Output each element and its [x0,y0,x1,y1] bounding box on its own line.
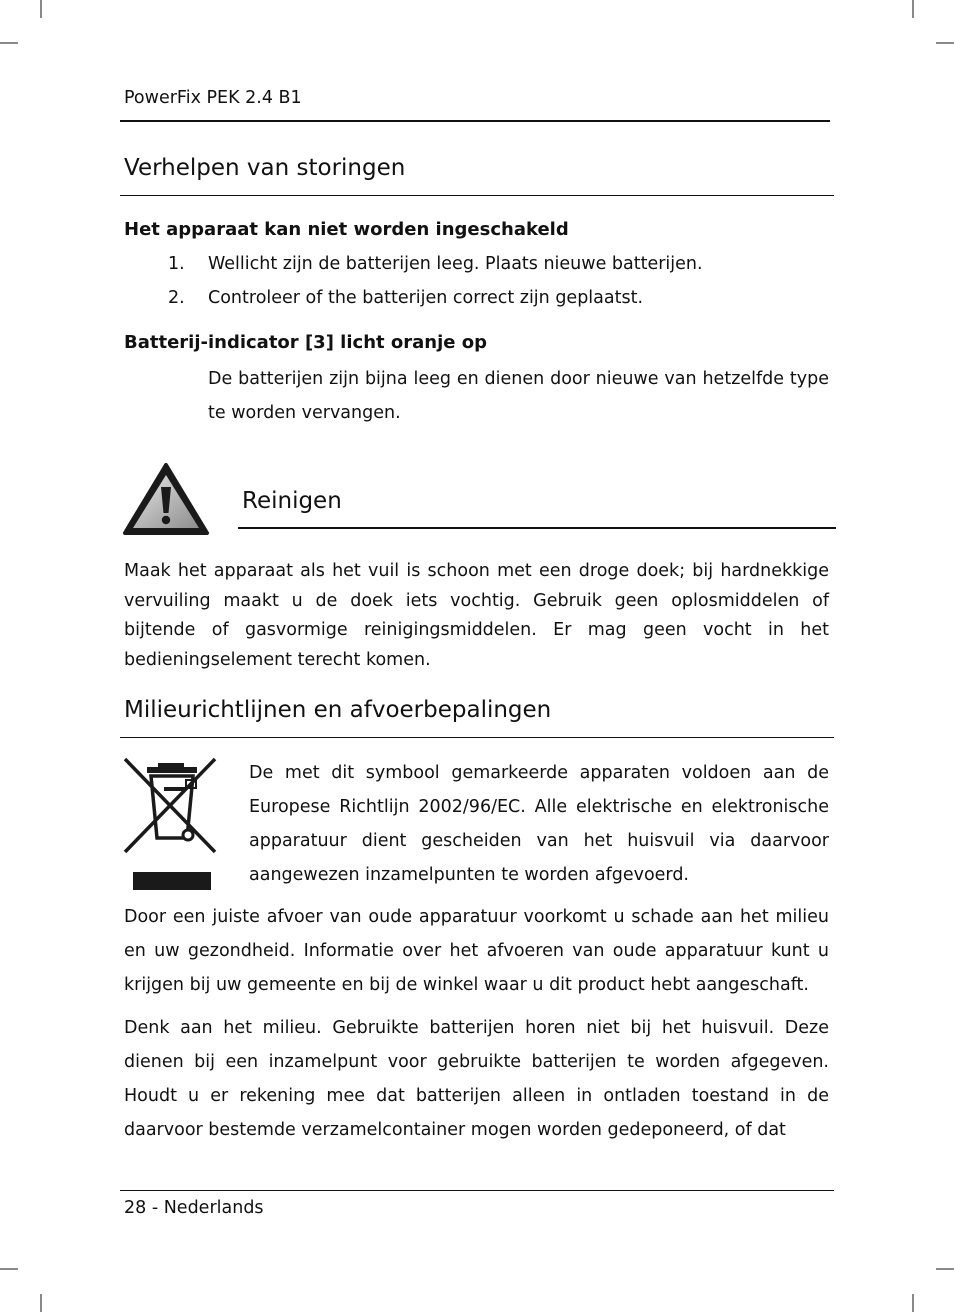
list-number: 1. [168,254,185,274]
list-item [168,288,828,314]
issue-title: Batterij-indicator [3] licht oranje op [124,332,487,353]
crop-mark [40,0,42,18]
crop-mark [936,42,954,44]
crop-mark [40,1294,42,1312]
crop-mark [0,42,18,44]
crossed-out-wheelie-bin-icon [120,754,220,894]
disposal-text: Door een juiste afvoer van oude apparatuur voorkomt u schade aan het milieu en uw gezondheid. Informatie over het afvoeren van oude apparatuur kunt u krijgen bij uw gemeente en bij de winkel waar u dit product hebt aangeschaft. [124,907,829,995]
list-text: Controleer of the batterijen correct zijn geplaatst. [208,288,644,308]
issue-title: Het apparaat kan niet worden ingeschakeld [124,219,569,240]
crop-mark [912,0,914,18]
section-heading-troubleshooting: Verhelpen van storingen [124,155,406,181]
list-item [168,254,828,280]
list-number: 2. [168,288,185,308]
header-rule [120,120,830,122]
weee-text: De met dit symbool gemarkeerde apparaten voldoen aan de Europese Richtlijn 2002/96/EC. Alle elektrische en elektronische apparatuur dient gescheiden van het huisvuil via daarvoor aangewezen inzamelpunten te worden afgevoerd. [249,763,829,885]
running-header: PowerFix PEK 2.4 B1 [124,88,302,108]
battery-text: Denk aan het milieu. Gebruikte batterijen horen niet bij het huisvuil. Deze dienen bij een inzamelpunt voor gebruikte batterijen te worden afgegeven. Houdt u er rekening mee dat batterijen alleen in ontladen toestand in de daarvoor bestemde verzamelcontainer mogen worden gedeponeerd, of dat [124,1018,829,1140]
section-rule [120,195,834,196]
crop-mark [936,1268,954,1270]
crop-mark [0,1268,18,1270]
section-heading-environment: Milieurichtlijnen en afvoerbepalingen [124,697,552,723]
list-text: Wellicht zijn de batterijen leeg. Plaats nieuwe batterijen. [208,254,703,274]
section-rule [120,737,834,738]
section-rule [238,527,836,529]
issue-description: De batterijen zijn bijna leeg en dienen door nieuwe van hetzelfde type te worden vervangen. [208,369,829,423]
page-footer: 28 - Nederlands [124,1198,264,1218]
cleaning-text: Maak het apparaat als het vuil is schoon met een droge doek; bij hardnekkige vervuiling maakt u de doek iets vochtig. Gebruik geen oplosmiddelen of bijtende of gasvormige reinigingsmiddelen. Er mag geen vocht in het bedieningselement terecht komen. [124,561,829,670]
footer-rule [120,1190,834,1191]
crop-mark [912,1294,914,1312]
section-heading-cleaning: Reinigen [242,488,342,514]
warning-triangle-icon [122,462,210,536]
